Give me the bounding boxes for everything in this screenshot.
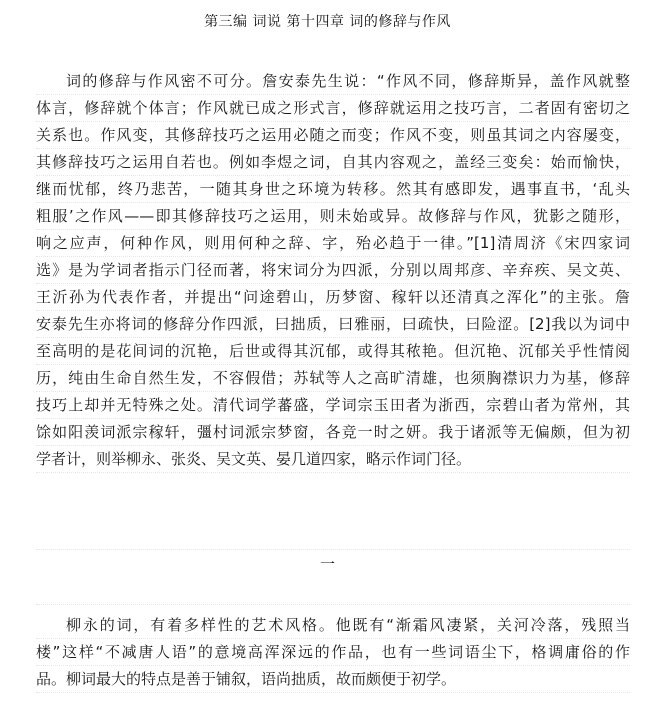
paragraph-intro bbox=[36, 68, 630, 473]
chapter-title: 第三编 词说 第十四章 词的修辞与作风 bbox=[204, 14, 451, 30]
paragraph-liu-yong bbox=[36, 612, 630, 693]
text-line: 其修辞技巧之运用自若也。例如李煜之词，自其内容观之，盖经三变矣：始而愉快， bbox=[36, 149, 630, 176]
text-line: 选》是为学词者指示门径而著，将宋词分为四派，分别以周邦彦、辛弃疾、吴文英、 bbox=[36, 257, 630, 284]
text-line: 安泰先生亦将词的修辞分作四派，曰拙质，曰雅丽，曰疏快，曰险涩。[2]我以为词中 bbox=[36, 311, 630, 338]
text-line: 历，纯由生命自然生发，不容假借；苏轼等人之高旷清雄，也须胸襟识力为基，修辞 bbox=[36, 365, 630, 392]
section-number: 一 bbox=[319, 555, 335, 573]
text-line: 响之应声，何种作风，则用何种之辞、字，殆必趋于一律。”[1]清周济《宋四家词 bbox=[36, 230, 630, 257]
text-line: 继而忧郁，终乃悲苦，一随其身世之环境为转移。然其有感即发，遇事直书，‘乱头 bbox=[36, 176, 630, 203]
text-line: 王沂孙为代表作者，并提出“问途碧山，历梦窗、稼轩以还清真之浑化”的主张。詹 bbox=[36, 284, 630, 311]
text-line: 学者计，则举柳永、张炎、吴文英、晏几道四家，略示作词门径。 bbox=[36, 446, 630, 473]
text-line: 馀如阳羡词派宗稼轩，彊村词派宗梦窗，各竞一时之妍。我于诸派等无偏颇，但为初 bbox=[36, 419, 630, 446]
text-line: 词的修辞与作风密不可分。詹安泰先生说：“作风不同，修辞斯异，盖作风就整 bbox=[36, 68, 630, 95]
text-line: 技巧上却并无特殊之处。清代词学蕃盛，学词宗玉田者为浙西，宗碧山者为常州，其 bbox=[36, 392, 630, 419]
text-line: 柳永的词，有着多样性的艺术风格。他既有“渐霜风凄紧，关河冷落，残照当 bbox=[36, 612, 630, 639]
text-line: 关系也。作风变，其修辞技巧之运用必随之而变；作风不变，则虽其词之内容屡变， bbox=[36, 122, 630, 149]
blank-line bbox=[36, 523, 630, 550]
text-line: 楼”这样“不减唐人语”的意境高浑深远的作品，也有一些词语尘下，格调庸俗的作 bbox=[36, 639, 630, 666]
text-line: 粗服’之作风——即其修辞技巧之运用，则未始或异。故修辞与作风，犹影之随形， bbox=[36, 203, 630, 230]
blank-line bbox=[36, 578, 630, 605]
text-line: 品。柳词最大的特点是善于铺叙，语尚拙质，故而颇便于初学。 bbox=[36, 666, 630, 693]
text-line: 体言，修辞就个体言；作风就已成之形式言，修辞就运用之技巧言，二者固有密切之 bbox=[36, 95, 630, 122]
text-line: 至高明的是花间词的沉艳，后世或得其沉郁，或得其秾艳。但沉艳、沉郁关乎性情阅 bbox=[36, 338, 630, 365]
